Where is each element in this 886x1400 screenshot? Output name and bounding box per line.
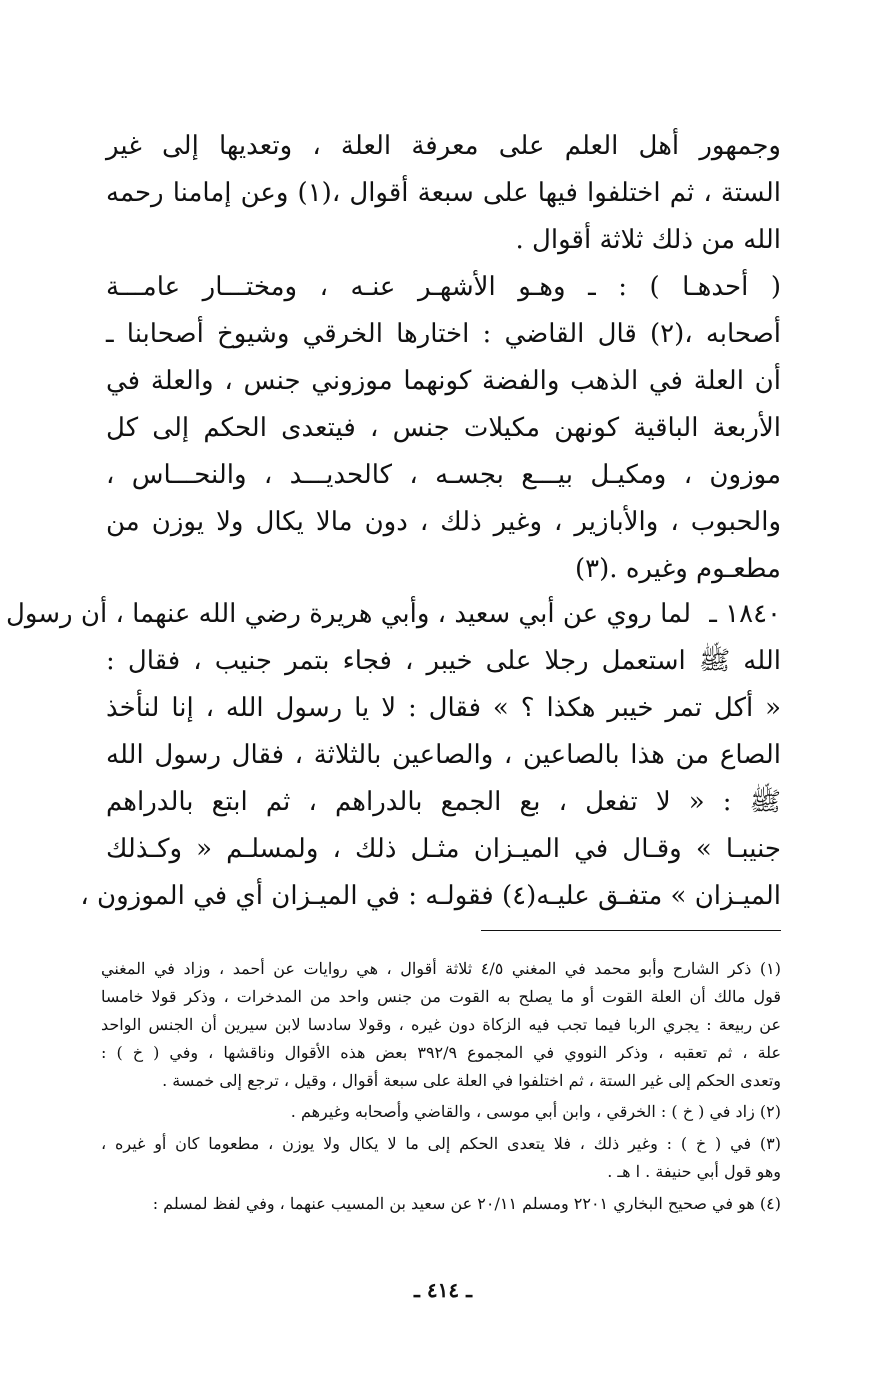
footnote-line: قول مالك أن العلة القوت أو ما يصلح به القوت من جنس واحد من المدخرات ، وذكر قولا خامسا — [101, 987, 781, 1006]
body-line: الله من ذلك ثلاثة أقوال . — [515, 225, 781, 255]
body-line: ( أحدهـا ) : ـ وهـو الأشهـر عنـه ، ومختـــار عامـــة — [106, 272, 781, 302]
footnote-line: (٤) هو في صحيح البخاري ٢٢٠١ ومسلم ٢٠/١١ عن سعيد بن المسيب عنهما ، وفي لفظ لمسلم : — [152, 1194, 781, 1213]
body-line: وجمهور أهل العلم على معرفة العلة ، وتعديها إلى غير — [106, 131, 781, 161]
page-number: ـ ٤١٤ ـ — [414, 1278, 472, 1302]
hadith-line: الصاع من هذا بالصاعين ، والصاعين بالثلاثة ، فقال رسول الله — [106, 740, 781, 770]
footnote-line: (٣) في ( خ ) : وغير ذلك ، فلا يتعدى الحكم إلى ما لا يكال ولا يوزن ، مطعوما كان أو غيره ، — [101, 1134, 782, 1153]
body-line: الستة ، ثم اختلفوا فيها على سبعة أقوال ،(١) وعن إمامنا رحمه — [106, 178, 781, 208]
footnote-line: وتعدى الحكم إلى غير الستة ، ثم اختلفوا في العلة على سبعة أقوال ، وقيل ، ترجع إلى خمسة . — [162, 1071, 781, 1090]
footnote-line: (٢) زاد في ( خ ) : الخرقي ، وابن أبي موسى ، والقاضي وأصحابه وغيرهم . — [290, 1102, 781, 1121]
hadith-line: الله ﷺ استعمل رجلا على خيبر ، فجاء بتمر جنيب ، فقال : — [106, 646, 781, 676]
body-line: الأربعة الباقية كونهن مكيلات جنس ، فيتعدى الحكم إلى كل — [106, 413, 781, 443]
body-line: أصحابه ،(٢) قال القاضي : اختارها الخرقي وشيوخ أصحابنا ـ — [106, 319, 781, 349]
hadith-line: جنيبـا » وقـال في الميـزان مثـل ذلك ، ولمسلـم « وكـذلك — [106, 834, 781, 864]
body-line: أن العلة في الذهب والفضة كونهما موزوني جنس ، والعلة في — [106, 366, 781, 396]
hadith-number: ١٨٤٠ ـ — [709, 599, 781, 629]
hadith-line: ﷺ : « لا تفعل ، بع الجمع بالدراهم ، ثم ابتع بالدراهم — [106, 787, 781, 817]
body-line: والحبوب ، والأبازير ، وغير ذلك ، دون مالا يكال ولا يوزن من — [106, 507, 781, 537]
footnote-line: عن ربيعة : يجري الربا فيما تجب فيه الزكاة دون غيره ، وقولا سادسا لابن سيرين أن الجنس الواحد — [101, 1015, 781, 1034]
footnote-line: وهو قول أبي حنيفة . ا هـ . — [607, 1162, 781, 1181]
footnote-line: (١) ذكر الشارح وأبو محمد في المغني ٤/٥ ثلاثة أقوال ، هي روايات عن أحمد ، وزاد في المغني — [101, 959, 782, 978]
footnote-line: علة ، ثم تعقبه ، وذكر النووي في المجموع ٣٩٢/٩ بعض هذه الأقوال وناقشها ، وفي ( خ ) : — [101, 1043, 782, 1062]
hadith-line: الميـزان » متفـق عليـه(٤) فقولـه : في الميـزان أي في الموزون ، — [80, 881, 781, 911]
body-line: موزون ، ومكيـل بيـــع بجسـه ، كالحديـــد ، والنحـــاس ، — [106, 460, 781, 490]
hadith-line: « أكل تمر خيبر هكذا ؟ » فقال : لا يا رسول الله ، إنا لنأخذ — [106, 693, 781, 723]
footnote-divider — [481, 930, 781, 931]
body-line: مطعـوم وغيره .(٣) — [575, 554, 781, 584]
hadith-line: لما روي عن أبي سعيد ، وأبي هريرة رضي الله عنهما ، أن رسول — [5, 599, 691, 629]
